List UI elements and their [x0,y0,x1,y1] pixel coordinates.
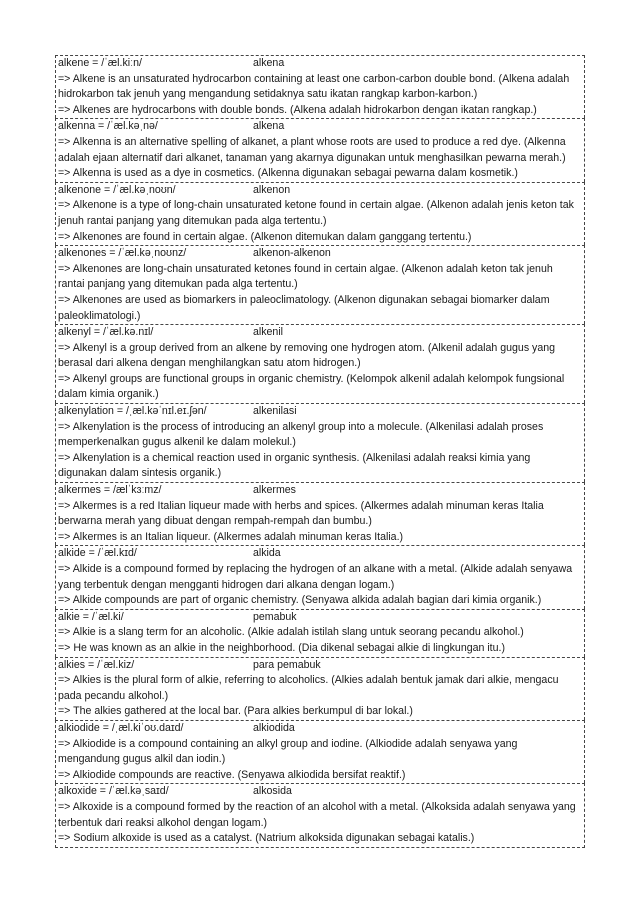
entry-definition: => Alkenyl is a group derived from an alkene by removing one hydrogen atom. (Alkenil adalah gugus yang berasal dari alkena dengan menghilangkan satu atom hidrogen.) [58,341,556,370]
entry-head [58,325,582,341]
entry-term: alkiodide = /ˌæl.kiˈoʊ.daɪd/ [58,721,184,734]
entry-term: alkenna = /ˈæl.kəˌnə/ [58,120,158,133]
entry-translation: alkena [253,57,285,69]
entry-alkenone [55,182,585,245]
entry-alkoxide [55,783,585,847]
entry-head [58,483,582,499]
entry-translation: pemabuk [253,610,297,623]
entry-head [58,119,582,135]
entry-alkiodide [55,720,585,783]
entry-example: => The alkies gathered at the local bar. (Para alkies berkumpul di bar lokal.) [58,705,413,718]
entry-alkenones [55,245,585,324]
entry-term: alkenyl = /ˈæl.kə.nɪl/ [58,326,154,339]
glossary-page [55,55,585,848]
entry-example: => Alkenna is used as a dye in cosmetics. (Alkenna digunakan sebagai pewarna dalam kosmetik.) [58,167,518,180]
entry-translation: alkenon [253,183,291,196]
entry-term: alkies = /ˈæl.kiz/ [58,658,135,671]
entry-head [58,183,582,199]
entry-translation: alkenilasi [253,405,297,418]
entry-example: => Alkermes is an Italian liqueur. (Alkermes adalah minuman keras Italia.) [58,530,404,543]
entry-example: => Alkenones are used as biomarkers in paleoclimatology. (Alkenon digunakan sebagai biomarker dalam paleoklimatologi.) [58,293,550,322]
entry-head [58,546,582,562]
entry-translation: alkenon-alkenon [253,247,331,260]
entry-translation: alkermes [253,484,296,497]
entry-definition: => Alkies is the plural form of alkie, referring to alcoholics. (Alkies adalah bentuk jamak dari alkie, mengacu pada pecandu alkohol.) [58,674,559,702]
entry-term: alkenylation = /ˌæl.kəˈnɪl.eɪ.ʃən/ [58,405,207,418]
entry-term: alkie = /ˈæl.ki/ [58,610,124,623]
entry-head [58,610,582,626]
entry-alkenyl [55,324,585,403]
entry-term: alkenone = /ˈæl.kəˌnoʊn/ [58,183,176,196]
entry-example: => Alkenylation is a chemical reaction used in organic synthesis. (Alkenilasi adalah reaksi kimia yang digunakan dalam sintesis organik.) [58,451,531,480]
entry-definition: => Alkenone is a type of long-chain unsaturated ketone found in certain algae. (Alkenon adalah jenis keton tak jenuh rantai panjang yang ditemukan pada alga tertentu.) [58,199,574,227]
entry-definition: => Alkene is an unsaturated hydrocarbon containing at least one carbon-carbon double bond. (Alkena adalah hidrokarbon tak jenuh yang mengandung setidaknya satu ikatan rangkap karbon-karbon.) [58,72,570,101]
entry-translation: alkenil [253,326,284,339]
entry-term: alkide = /ˈæl.kɪd/ [58,547,137,560]
entry-head [58,56,582,72]
entry-translation: para pemabuk [253,658,321,671]
entry-definition: => Alkiodide is a compound containing an alkyl group and iodine. (Alkiodide adalah senyawa yang mengandung gugus alkil dan iodin.) [58,737,518,766]
entry-example: => Alkenones are found in certain algae. (Alkenon ditemukan dalam ganggang tertentu.) [58,230,472,243]
entry-head [58,246,582,262]
entry-definition: => Alkide is a compound formed by replacing the hydrogen of an alkane with a metal. (Alkide adalah senyawa yang terbentuk dengan mengganti hidrogen dari alkana dengan logam.) [58,563,573,591]
entry-head [58,658,582,674]
entry-translation: alkosida [253,785,292,798]
entry-example: => Alkenes are hydrocarbons with double bonds. (Alkena adalah hidrokarbon dengan ikatan rangkap.) [58,103,537,116]
entry-definition: => Alkoxide is a compound formed by the reaction of an alcohol with a metal. (Alkoksida adalah senyawa yang terbentuk dari reaksi alkohol dengan logam.) [58,800,576,829]
entry-definition: => Alkenna is an alternative spelling of alkanet, a plant whose roots are used to produce a red dye. (Alkenna adalah ejaan alternatif dari alkanet, tanaman yang akarnya digunakan untuk menghasilkan pewarna merah.) [58,135,566,164]
entry-example: => Alkiodide compounds are reactive. (Senyawa alkiodida bersifat reaktif.) [58,768,406,781]
entry-alkie [55,609,585,657]
entry-head [58,404,582,420]
entry-definition: => Alkenones are long-chain unsaturated ketones found in certain algae. (Alkenon adalah keton tak jenuh rantai panjang yang ditemukan pada alga tertentu.) [58,262,553,291]
entry-example: => Sodium alkoxide is used as a catalyst. (Natrium alkoksida digunakan sebagai katalis.) [58,832,475,845]
entry-alkies [55,657,585,720]
entry-example: => Alkenyl groups are functional groups in organic chemistry. (Kelompok alkenil adalah kelompok fungsional dalam kimia organik.) [58,372,565,401]
entry-term: alkoxide = /ˈæl.kəˌsaɪd/ [58,785,169,798]
entry-alkenylation [55,403,585,482]
entry-alkenna [55,118,585,181]
entry-alkermes [55,482,585,545]
entry-definition: => Alkermes is a red Italian liqueur made with herbs and spices. (Alkermes adalah minuman keras Italia berwarna merah yang dibuat dengan rempah-rempah dan bumbu.) [58,499,544,528]
entry-term: alkermes = /ælˈkɜːmz/ [58,484,162,497]
entry-term: alkenones = /ˈæl.kəˌnoʊnz/ [58,247,187,260]
entry-alkene [55,55,585,118]
entry-translation: alkiodida [253,721,295,734]
entry-definition: => Alkenylation is the process of introducing an alkenyl group into a molecule. (Alkenilasi adalah proses memperkenalkan gugus alkenil ke dalam molekul.) [58,420,544,449]
entry-example: => He was known as an alkie in the neighborhood. (Dia dikenal sebagai alkie di lingkungan itu.) [58,641,505,654]
entry-translation: alkida [253,547,281,560]
entry-definition: => Alkie is a slang term for an alcoholic. (Alkie adalah istilah slang untuk seorang pecandu alkohol.) [58,626,524,639]
entry-term: alkene = /ˈæl.kiːn/ [58,57,142,69]
entry-alkide [55,545,585,608]
entry-example: => Alkide compounds are part of organic chemistry. (Senyawa alkida adalah bagian dari kimia organik.) [58,594,542,607]
entry-head [58,784,582,800]
entry-head [58,721,582,737]
entry-translation: alkena [253,120,285,133]
